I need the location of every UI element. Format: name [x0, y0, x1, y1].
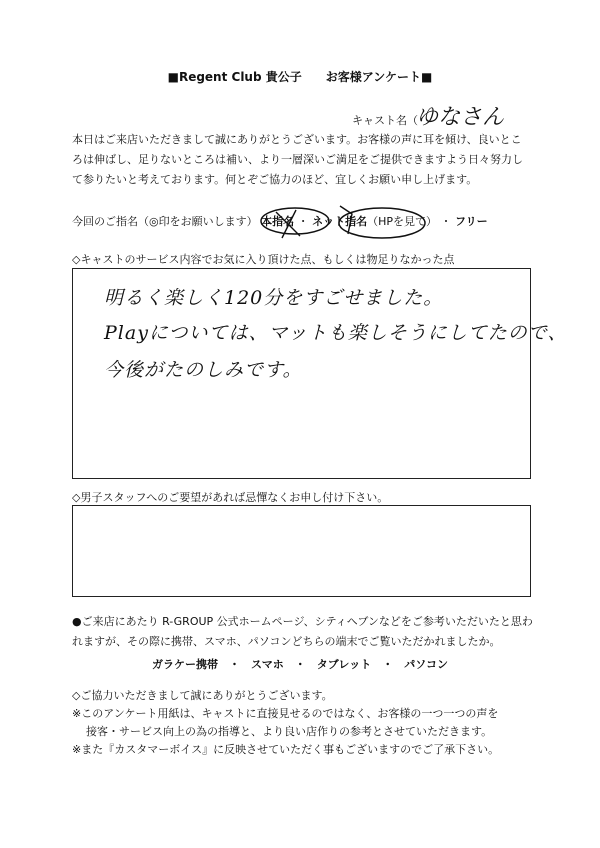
footer-line: ※このアンケート用紙は、キャストに直接見せるのではなく、お客様の一つ一つの声を — [72, 707, 499, 720]
footer-line: 接客・サービス向上の為の指導と、より良い店作りの参考とさせていただきます。 — [86, 725, 493, 738]
handwritten-line: Playについては、マットも楽しそうにしてたので、 — [104, 322, 568, 344]
nomination-prefix: 今回のご指名（◎印をお願いします） — [72, 215, 258, 228]
circle-mark — [339, 208, 425, 238]
page-title: ■Regent Club 貴公子 お客様アンケート■ — [167, 70, 433, 84]
nomination-option-net[interactable]: ネット指名 — [312, 215, 368, 228]
intro-text: 本日はご来店いただきまして誠にありがとうございます。お客様の声に耳を傾け、良いところは伸ばし、足りないところは補い、より一層深いご満足をご提供できますよう日々努力して参りたいと考えております。何とぞご協力のほど、宜しくお願い申し上げます。 — [72, 133, 523, 186]
footer-line: ※また『カスタマーボイス』に反映させていただく事もございますのでご了承下さい。 — [72, 743, 500, 756]
cast-name-handwritten: ゆなさん — [416, 105, 505, 130]
nomination-separator: ・ — [297, 215, 309, 228]
nomination-option-net-note: （HPを見て） — [367, 215, 438, 228]
section-heading-cast-service: ◇キャストのサービス内容でお気に入り頂けた点、もしくは物足りなかった点 — [72, 253, 455, 266]
handwritten-line: 今後がたのしみです。 — [104, 359, 303, 381]
footer-line: ◇ご協力いただきまして誠にありがとうございます。 — [72, 689, 333, 702]
handwritten-line: 明るく楽しく120分をすごせました。 — [104, 287, 444, 309]
nomination-option-free[interactable]: フリー — [455, 215, 488, 228]
section-heading-staff-request: ◇男子スタッフへのご要望があれば忌憚なくお申し付け下さい。 — [72, 491, 389, 504]
device-question: ●ご来店にあたり R-GROUP 公式ホームページ、シティヘブンなどをご参考いただいたと思われますが、その際に携帯、スマホ、パソコンどちらの端末でご覧いただかれましたか。 — [72, 615, 533, 648]
nomination-option-hon[interactable]: 本指名 — [261, 215, 295, 228]
check-mark — [340, 206, 352, 234]
nomination-separator: ・ — [440, 215, 452, 228]
cast-name-label: キャスト名（ — [352, 114, 418, 127]
device-options: ガラケー携帯 ・ スマホ ・ タブレット ・ パソコン — [151, 658, 448, 671]
